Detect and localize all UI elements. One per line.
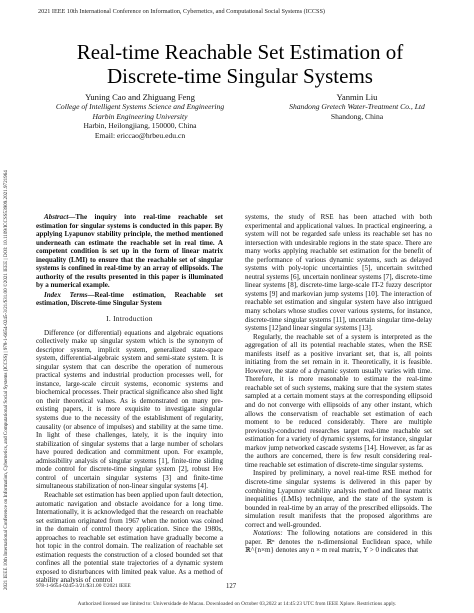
page-number: 127 (226, 583, 237, 590)
author-block-1 (40, 93, 240, 140)
paragraph: Difference (or differential) equations and algebraic equations collectively make up singular system which is the synonym of descriptor system, implicit system, generalized state-space system, differential-algebraic system and semi-state system. It is singular system that can describe the operation of numerous practical systems and industrial production processes well, for instance, large-scale circuit systems, economic systems and biochemical processes. Their practical significance also shed light on their theoretical values. As is demonstrated on many pre-existing papers, it is more exquisite to investigate singular systems due to the necessity of the establishment of regularity, causality (or absence of impulses) and stability at the same time. In light of these challenges, lately, it is the inquiry into stabilization of singular systems that a large number of scholars have poured dedication and commitment upon. For example, admissibility analysis of singular systems [1], finite-time sliding mode control for discrete-time singular system [2], robust H∞ control of uncertain singular systems [3] and finite-time simultaneous stabilization of non-linear singular systems [4]. (36, 328, 223, 491)
author-name: Yanmin Liu (336, 92, 378, 102)
copyright-footer: 978-1-6654-0245-3/21/$31.00 ©2021 IEEE (36, 583, 131, 589)
section-heading: I. Introduction (106, 314, 153, 324)
author-city: Harbin, Heilongjiang, 150000, China (83, 121, 197, 131)
conference-header: 2021 IEEE 10th International Conference on Information, Cybernetics, and Computational Social Systems (ICCSS) (38, 8, 325, 15)
notations-text: The following notations are considered in this paper. ℝⁿ denotes the n-dimensional Euclidean space, while ℝ^{n×m} denotes any n × m real matrix, Y > 0 indicates that (245, 529, 432, 555)
author-name: Yuning Cao and Zhiguang Feng (85, 92, 195, 102)
paper-title: Real-time Reachable Set Estimation of Discrete-time Singular Systems (76, 40, 404, 88)
author-affiliation: Harbin Engineering University (92, 111, 188, 121)
side-identifier-text: 2021 IEEE 10th International Conference on Information, Cybernetics, and Computational Social Systems (ICCSS) | 978-1-6654-0245-3/21/$31.00 ©2021 IEEE | DOI: 10.1109/ICCSS53909.2021.9721964 (3, 170, 9, 590)
author-block-2 (262, 93, 452, 121)
paragraph: Inspired by preliminary, a novel real-time RSE method for discrete-time singular systems is delivered in this paper by combining Lyapunov stability analysis method and linear matrix inequalities (LMIs) technique, and the state of the system is bounded in real-time by an array of the prescribed ellipsoids. The simulation result manifests that the proposed algorithms are correct and well-grounded. (245, 469, 432, 529)
author-email: Email: ericcao@hrbeu.edu.cn (94, 130, 186, 140)
paragraph: systems, the study of RSE has been attached with both experimental and applicational values. In practical engineering, a system will not be regarded safe unless its reachable set has no intersection with undesirable regions in the state space. There are many works applying reachable set estimation for the benefit of the performance of various dynamic systems, such as delayed systems with poly-topic uncertainties [5], uncertain switched neutral systems [6], uncertain nonlinear systems [7], discrete-time linear systems [8], discrete-time large-scale IT-2 fuzzy descriptor systems [9] and markovian jump systems [10]. The interaction of reachable set estimation and singular system have also intrigued many scholars whose studies cover various systems, for instance, discrete-time singular systems [11], uncertain singular time-delay systems [12]and linear singular systems [13]. (245, 213, 432, 333)
abstract-lead: Abstract (44, 213, 69, 221)
index-terms-text: —Real-time estimation, Reachable set estimation, Discrete-time Singular System (36, 290, 223, 308)
abstract-text: —The inquiry into real-time reachable set estimation for singular systems is conducted in this paper. By applying Lyapunov stability principle, the method mentioned underneath can estimate the reachable set in real time. A competent condition is set up in the form of linear matrix inequality (LMI) to ensure that the reachable set of singular systems is confined in real-time by an array of ellipsoids. The authority of the results presented in this paper is illuminated by a numerical example. (36, 213, 223, 290)
abstract (36, 213, 223, 290)
right-column (245, 213, 432, 555)
paragraph: Reachable set estimation has been applied upon fault detection, automatic navigation and obstacle avoidance for a long time. Internationally, it is acknowledged that the research on reachable set estimation originated from 1967 when the notion was coined in the domain of control theory application. Since the 1980s, approaches to reachable set estimation have gradually become a hot topic in the control domain. The realization of reachable set estimation requests the construction of a closed bounded set that confines all the potential state trajectories of a dynamic system exposed to disturbances with limited peak value. As a method of stability analysis of control (36, 490, 223, 585)
index-terms (36, 291, 223, 308)
download-notice: Authorized licensed use limited to: Universidade de Macau. Downloaded on October 03,2022 at 14:45:23 UTC from IEEE Xplore. Restrictions apply. (77, 601, 397, 607)
side-identifier-strip (2, 30, 12, 590)
notations-lead: Notations: (253, 529, 283, 538)
author-affiliation: Shandong Gretech Water-Treatment Co., Ltd (289, 102, 425, 112)
index-terms-lead: Index Terms (44, 290, 88, 299)
author-city: Shandong, China (330, 111, 384, 121)
left-column (36, 213, 223, 585)
paragraph: Regularly, the reachable set of a system is interpreted as the aggregation of all its potential reachable states, when the RSE manifests itself as a positive invariant set, that is, all points initiating from the set remain in it. Theoretically, it is feasible. However, the state of a dynamic system usually varies with time. Therefore, it is more reasonable to estimate the real-time reachable set of such systems, making sure that the system states sampled at a certain moment stays at the corresponding ellipsoid and do not converge with ellipsoids of any other instant, which allows the conservatism of reachable set estimation of each moment to be reduced considerably. There are multiple previously-conducted researches target real-time reachable set estimation for a variety of dynamic systems, for instance, singular markov jump networked cascade systems [14]. However, as far as the authors are concerned, there is few result considering real-time reachable set estimation of discrete-time singular systems. (245, 332, 432, 469)
notations-paragraph (245, 529, 432, 555)
author-affiliation: College of Intelligent Systems Science and Engineering (55, 102, 225, 112)
